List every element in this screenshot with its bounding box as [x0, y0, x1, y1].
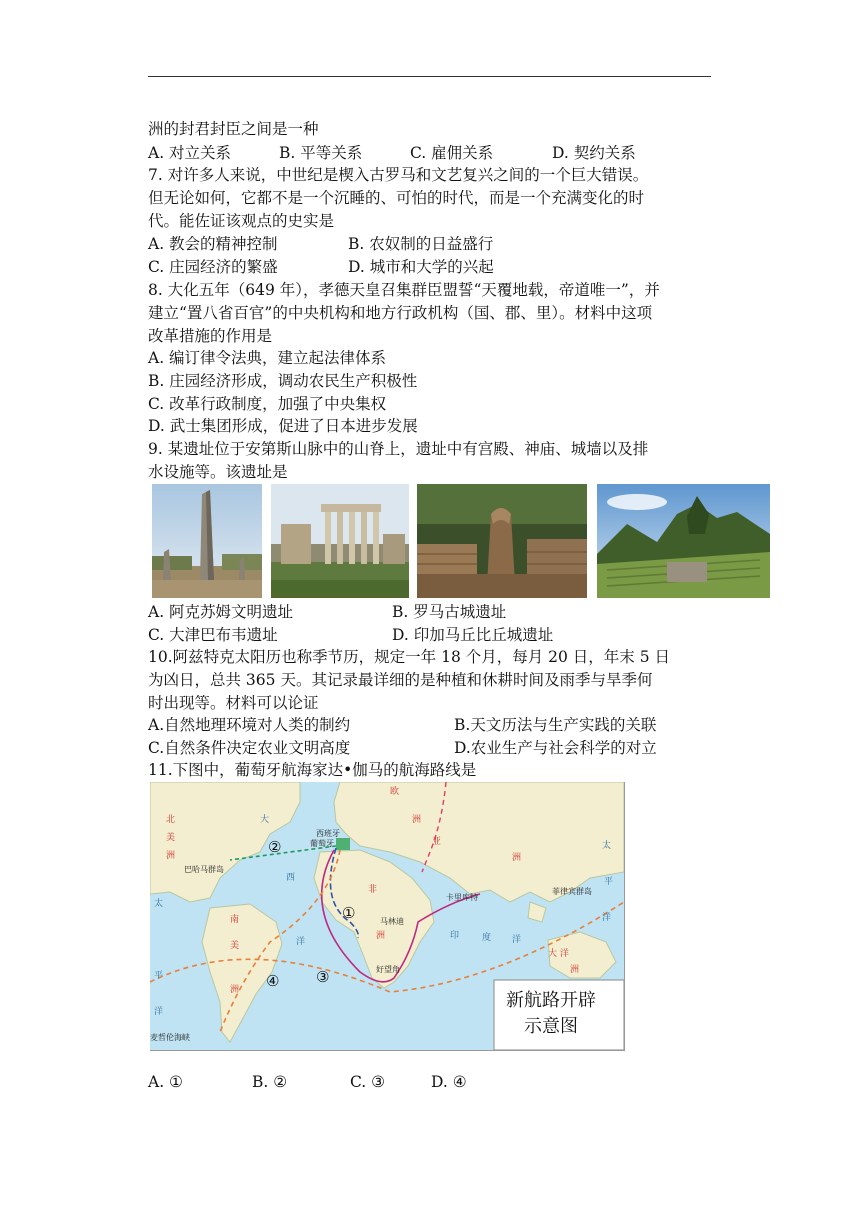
q9-option-c: C. 大津巴布韦遗址 — [148, 626, 278, 644]
label-yang4: 洋 — [602, 913, 612, 923]
route-marker-4: ④ — [266, 972, 280, 990]
q9-stem-line1: 9. 某遗址位于安第斯山脉中的山脊上，遗址中有宫殿、神庙、城墙以及排 — [148, 440, 649, 458]
label-yang2: 洋 — [296, 937, 306, 947]
label-america2: 美 — [230, 941, 240, 951]
label-da: 大 — [260, 815, 270, 825]
q7-option-d: D. 城市和大学的兴起 — [348, 258, 494, 276]
label-zhou2: 洲 — [230, 985, 240, 995]
great-zimbabwe-photo — [417, 484, 587, 598]
roman-ruins-photo — [271, 484, 409, 598]
label-zhou6: 洲 — [570, 965, 580, 975]
q6-option-a: A. 对立关系 — [148, 144, 232, 162]
q8-stem-line3: 改革措施的作用是 — [148, 327, 273, 345]
q7-option-a: A. 教会的精神控制 — [148, 235, 278, 253]
label-cape: 好望角 — [376, 965, 400, 974]
label-north: 北 — [166, 815, 176, 825]
label-du: 度 — [482, 933, 492, 943]
label-zhou1: 洲 — [166, 851, 176, 861]
label-fei: 非 — [368, 885, 378, 895]
new-routes-map — [150, 782, 625, 1051]
q9-option-d: D. 印加马丘比丘城遗址 — [392, 626, 554, 644]
q10-option-c: C.自然条件决定农业文明高度 — [148, 739, 351, 757]
label-portugal: 葡萄牙 — [310, 839, 334, 848]
route-marker-3: ③ — [316, 968, 330, 986]
label-zhou3: 洲 — [412, 815, 422, 825]
q6-option-c: C. 雇佣关系 — [410, 144, 494, 162]
q11-option-c: C. ③ — [350, 1073, 386, 1091]
label-xi: 西 — [286, 873, 296, 883]
q10-option-d: D.农业生产与社会科学的对立 — [454, 739, 657, 757]
q9-option-b: B. 罗马古城遗址 — [392, 603, 507, 621]
q10-stem-line1: 10.阿兹特克太阳历也称季节历，规定一年 18 个月，每月 20 日，年末 5 日 — [148, 648, 671, 666]
q10-option-b: B.天文历法与生产实践的关联 — [454, 716, 657, 734]
q8-option-b: B. 庄园经济形成，调动农民生产积极性 — [148, 372, 418, 390]
label-spain: 西班牙 — [316, 829, 340, 838]
label-zhou5: 洲 — [376, 931, 386, 941]
q10-option-a: A.自然地理环境对人类的制约 — [148, 716, 351, 734]
label-philippines: 菲律宾群岛 — [552, 887, 592, 896]
q7-option-b: B. 农奴制的日益盛行 — [348, 235, 494, 253]
label-tai2: 太 — [602, 841, 612, 851]
q8-option-c: C. 改革行政制度，加强了中央集权 — [148, 395, 387, 413]
route-marker-1: ① — [342, 904, 356, 922]
q9-option-a: A. 阿克苏姆文明遗址 — [148, 603, 294, 621]
iberia-highlight — [336, 838, 350, 850]
q11-option-b: B. ② — [252, 1073, 288, 1091]
q7-stem-line3: 代。能佐证该观点的史实是 — [148, 212, 335, 230]
q7-stem-line2: 但无论如何，它都不是一个沉睡的、可怕的时代，而是一个充满变化的时 — [148, 189, 645, 207]
label-taiping1: 太 — [154, 899, 164, 909]
header-rule — [148, 76, 711, 77]
label-south: 南 — [230, 915, 240, 925]
obelisk-photo — [152, 484, 262, 598]
label-zhou4: 洲 — [512, 853, 522, 863]
q11-stem: 11.下图中，葡萄牙航海家达•伽马的航海路线是 — [148, 761, 477, 779]
q10-stem-line3: 时出现等。材料可以论证 — [148, 694, 319, 712]
label-bahamas: 巴哈马群岛 — [184, 865, 224, 874]
q6-option-b: B. 平等关系 — [279, 144, 363, 162]
map-title-line2: 示意图 — [524, 1016, 578, 1037]
label-dayang: 大 洋 — [548, 949, 569, 959]
label-calicut: 卡里库特 — [446, 893, 478, 902]
label-malindi: 马林迪 — [380, 917, 404, 926]
q6-stem-end: 洲的封君封臣之间是一种 — [148, 120, 319, 138]
machu-picchu-photo — [597, 484, 770, 598]
q10-stem-line2: 为凶日，总共 365 天。其记录最详细的是种植和休耕时间及雨季与旱季何 — [148, 671, 653, 689]
label-taiping2: 平 — [154, 971, 164, 981]
q7-option-c: C. 庄园经济的繁盛 — [148, 258, 278, 276]
route-marker-2: ② — [268, 838, 282, 856]
q7-stem-line1: 7. 对许多人来说，中世纪是楔入古罗马和文艺复兴之间的一个巨大错误。 — [148, 166, 649, 184]
q8-stem-line1: 8. 大化五年（649 年），孝德天皇召集群臣盟誓“天覆地载，帝道唯一”，并 — [148, 281, 660, 299]
label-ou: 欧 — [390, 787, 400, 797]
q11-option-d: D. ④ — [431, 1073, 467, 1091]
q11-option-a: A. ① — [148, 1073, 183, 1091]
q8-option-a: A. 编订律令法典，建立起法律体系 — [148, 349, 387, 367]
q9-stem-line2: 水设施等。该遗址是 — [148, 463, 288, 481]
q8-option-d: D. 武士集团形成，促进了日本进步发展 — [148, 417, 418, 435]
map-title-line1: 新航路开辟 — [506, 990, 596, 1011]
label-yang3: 洋 — [512, 935, 522, 945]
label-ping2: 平 — [604, 877, 614, 887]
label-magellan: 麦哲伦海峡 — [150, 1033, 190, 1042]
q6-option-d: D. 契约关系 — [552, 144, 636, 162]
q8-stem-line2: 建立“置八省百官”的中央机构和地方行政机构（国、郡、里）。材料中这项 — [148, 304, 653, 322]
label-yang1: 洋 — [154, 1007, 164, 1017]
label-yin: 印 — [450, 931, 460, 941]
label-ya: 亚 — [432, 837, 442, 847]
label-america1: 美 — [166, 833, 176, 843]
